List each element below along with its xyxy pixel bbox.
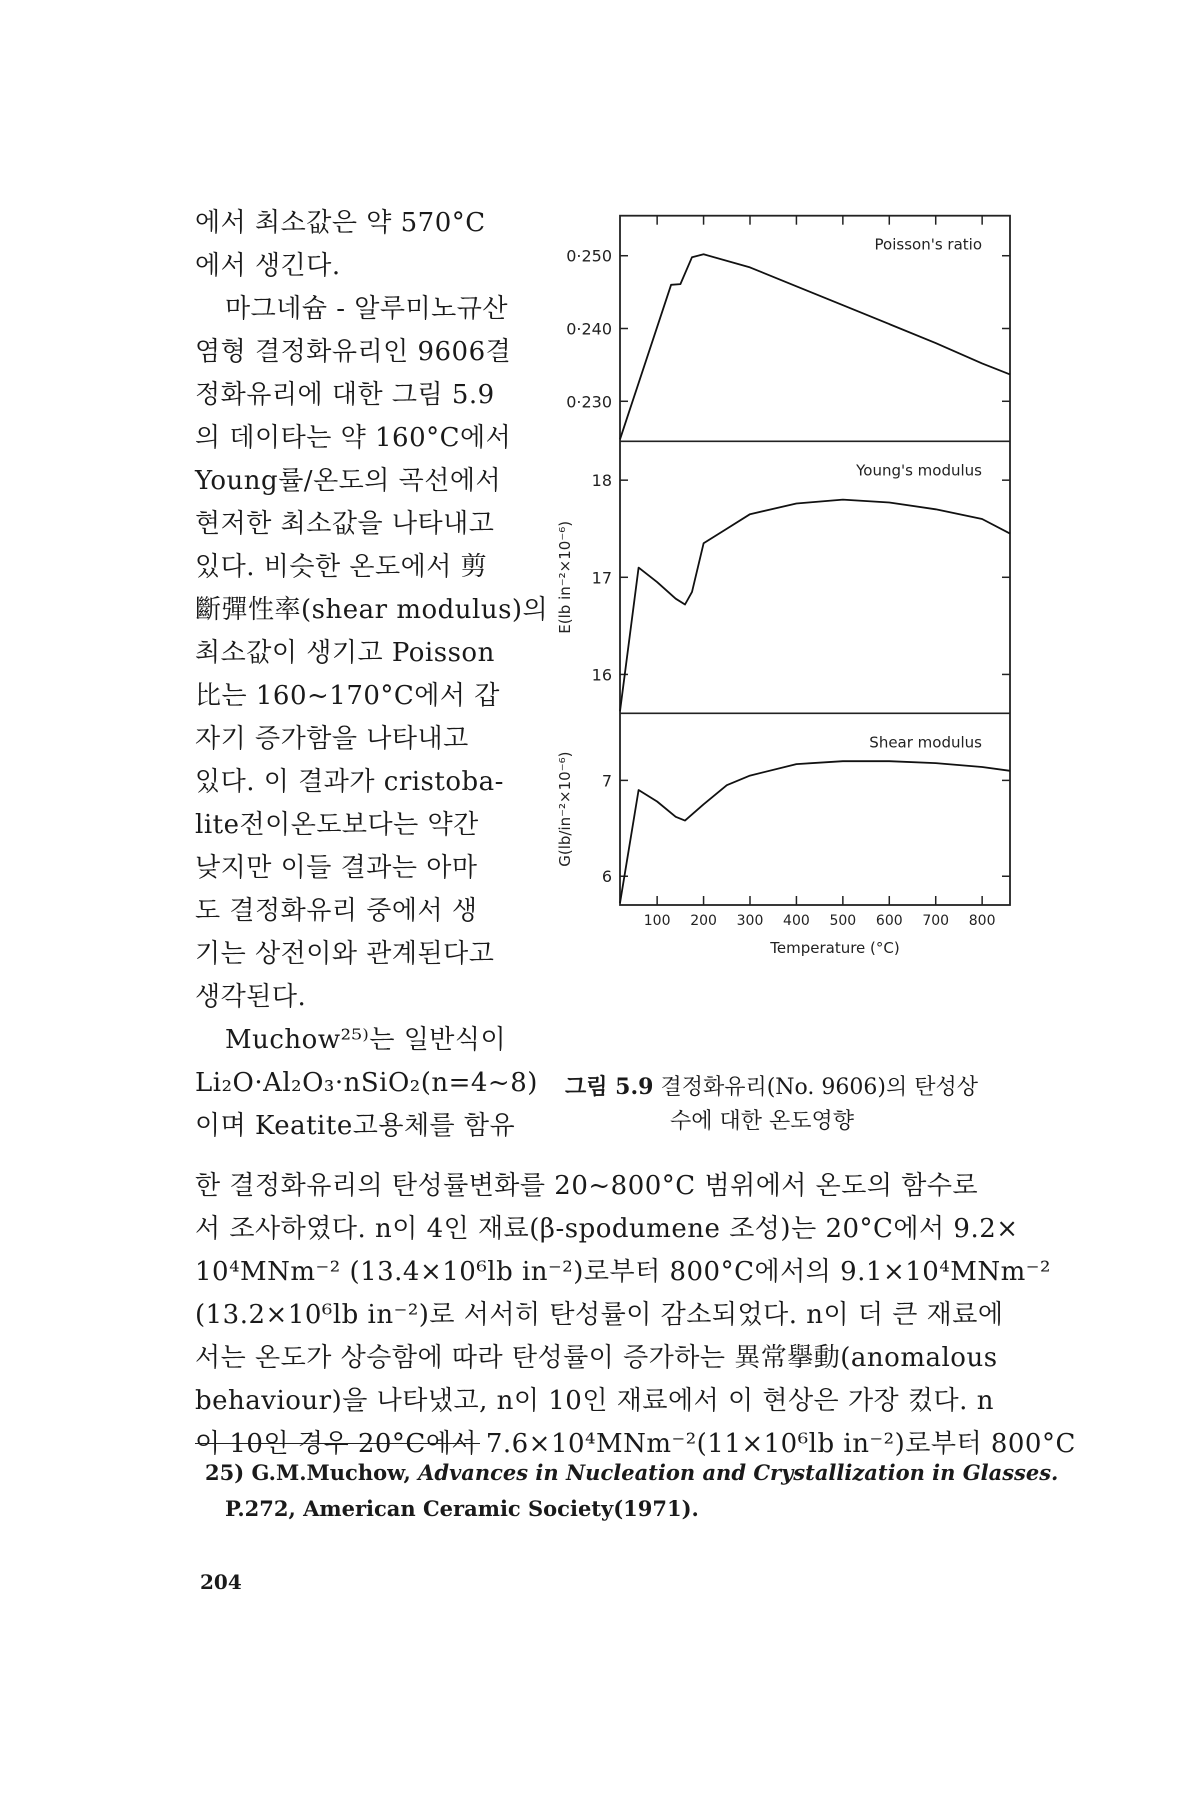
left-column-line: 도 결정화유리 중에서 생 (195, 896, 478, 926)
body-text-line: 한 결정화유리의 탄성률변화를 20~800°C 범위에서 온도의 함수로 (195, 1171, 979, 1201)
page-number: 204 (200, 1570, 242, 1594)
left-column-line: 정화유리에 대한 그림 5.9 (195, 380, 495, 410)
left-column-line: 생각된다. (195, 982, 307, 1012)
left-column-line: 있다. 이 결과가 cristoba- (195, 767, 504, 797)
body-text-line: 이 10인 경우 20°C에서 7.6×10⁴MNm⁻²(11×10⁶lb in⁻²)로부터 800°C (195, 1429, 1076, 1459)
left-column-line: 의 데이타는 약 160°C에서 (195, 423, 512, 453)
left-column-line: 에서 최소값은 약 570°C (195, 208, 486, 238)
left-column-line: 기는 상전이와 관계된다고 (195, 939, 495, 969)
series-label: Shear modulus (869, 733, 982, 752)
caption-label: 그림 5.9 (565, 1074, 654, 1100)
left-column-line: 최소값이 생기고 Poisson (195, 638, 495, 668)
footnote-title: Advances in Nucleation and Crystallization in Glasses. (418, 1460, 1059, 1485)
y-tick-label: 18 (591, 471, 612, 491)
series-label: Poisson's ratio (874, 235, 982, 254)
left-column-line: lite전이온도보다는 약간 (195, 810, 479, 840)
footnote-line-2: P.272, American Ceramic Society(1971). (225, 1496, 699, 1521)
left-column-line: 낮지만 이들 결과는 아마 (195, 853, 478, 883)
y-tick-label: 0·250 (566, 246, 612, 266)
left-column-line: 마그네슘 - 알루미노규산 (225, 294, 508, 324)
elastic-constants-chart (540, 205, 1040, 957)
plot-frame (620, 216, 1010, 905)
left-column-line: 현저한 최소값을 나타내고 (195, 509, 495, 539)
left-column-line: 比는 160~170°C에서 갑 (195, 681, 500, 711)
y-axis-label: E(lb in⁻²×10⁻⁶) (556, 520, 574, 634)
footnote-ref: 25) G.M.Muchow, (205, 1460, 411, 1485)
footnote-rule (195, 1443, 480, 1444)
body-text-line: 서 조사하였다. n이 4인 재료(β-spodumene 조성)는 20°C에서 9.2× (195, 1214, 1019, 1244)
figure-caption (565, 1070, 1045, 1139)
left-column-line: 斷彈性率(shear modulus)의 (195, 595, 549, 625)
body-text-line: 10⁴MNm⁻² (13.4×10⁶lb in⁻²)로부터 800°C에서의 9.1×10⁴MNm⁻² (195, 1257, 1051, 1287)
y-tick-label: 7 (601, 771, 612, 791)
body-text-line: 서는 온도가 상승함에 따라 탄성률이 증가하는 異常擧動(anomalous (195, 1343, 998, 1373)
body-text-line: (13.2×10⁶lb in⁻²)로 서서히 탄성률이 감소되었다. n이 더 큰 재료에 (195, 1300, 1004, 1330)
caption-line-1 (565, 1070, 1045, 1105)
body-text-line: behaviour)을 나타냈고, n이 10인 재료에서 이 현상은 가장 컸다. n (195, 1386, 994, 1416)
x-axis-label: Temperature (°C) (770, 939, 900, 957)
x-tick-label: 400 (783, 913, 810, 929)
footnote-line-1 (205, 1455, 1058, 1491)
left-column-line: Young률/온도의 곡선에서 (195, 466, 502, 496)
left-column-line: 있다. 비슷한 온도에서 剪 (195, 552, 488, 582)
caption-line-2: 수에 대한 온도영향 (670, 1109, 855, 1134)
figure-5-9 (540, 205, 1040, 1085)
caption-text-1: 결정화유리(No. 9606)의 탄성상 (660, 1075, 978, 1100)
full-width-text (195, 1165, 1076, 1466)
x-tick-label: 500 (829, 913, 857, 929)
series-line (620, 254, 1010, 439)
x-tick-label: 800 (968, 913, 996, 929)
y-tick-label: 0·240 (566, 319, 612, 339)
x-tick-label: 600 (875, 913, 903, 929)
y-tick-label: 16 (591, 665, 612, 685)
y-tick-label: 17 (591, 568, 612, 588)
y-tick-label: 0·230 (566, 392, 612, 412)
left-column-line: 자기 증가함을 나타내고 (195, 724, 469, 754)
series-label: Young's modulus (856, 461, 982, 480)
left-column-text (195, 202, 549, 1148)
left-column-line: 이며 Keatite고용체를 함유 (195, 1111, 516, 1141)
series-line (620, 500, 1010, 712)
y-axis-label: G(lb/in⁻²×10⁻⁶) (556, 751, 574, 867)
x-tick-label: 200 (690, 913, 717, 929)
series-line (620, 761, 1010, 903)
y-tick-label: 6 (601, 867, 612, 887)
x-tick-label: 300 (736, 913, 764, 929)
x-tick-label: 700 (922, 913, 950, 929)
left-column-line: Li₂O·Al₂O₃·nSiO₂(n=4~8) (195, 1068, 538, 1098)
left-column-line: 염형 결정화유리인 9606결 (195, 337, 512, 367)
left-column-line: Muchow²⁵⁾는 일반식이 (225, 1025, 507, 1055)
footnote (205, 1455, 1058, 1527)
x-tick-label: 100 (643, 913, 671, 929)
left-column-line: 에서 생긴다. (195, 251, 341, 281)
